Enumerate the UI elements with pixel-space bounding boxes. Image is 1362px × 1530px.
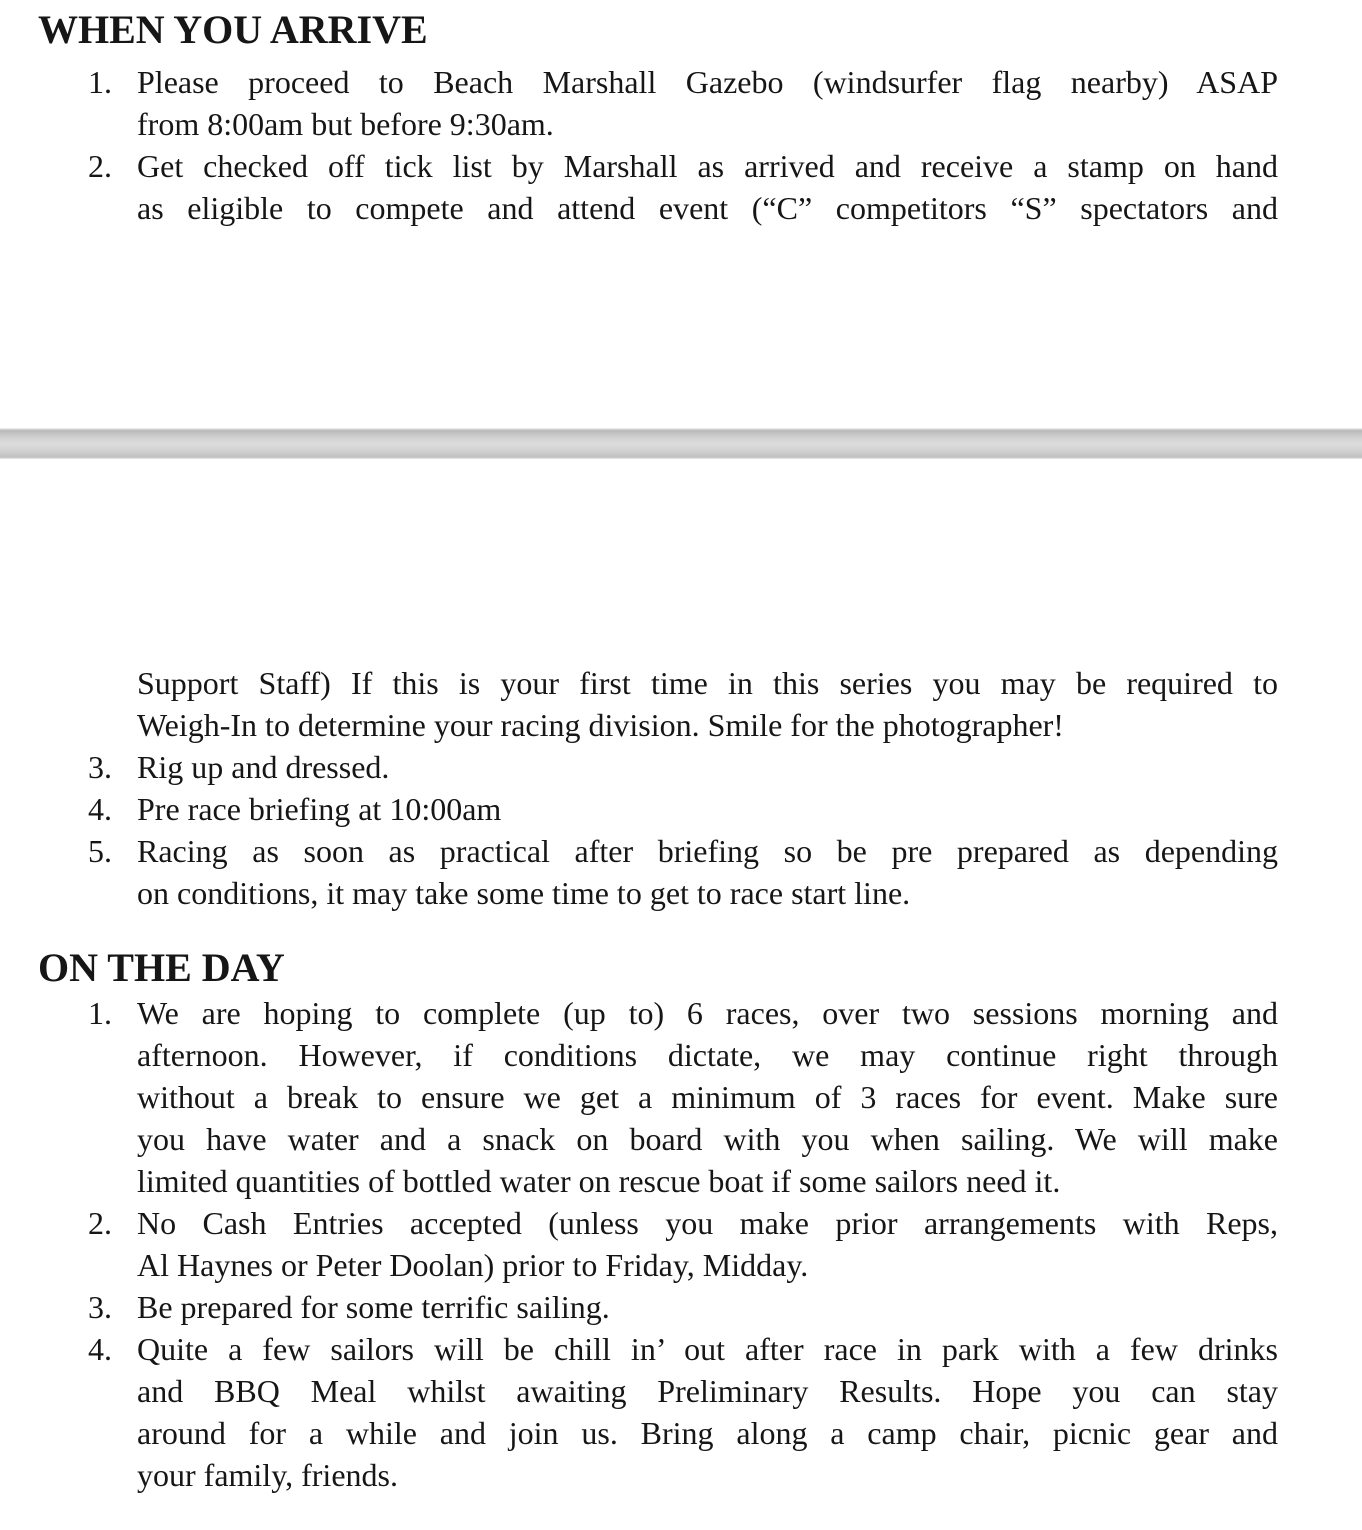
list-item-text bbox=[137, 746, 1278, 788]
text-line: Pre race briefing at 10:00am bbox=[137, 791, 502, 827]
text-line: from 8:00am but before 9:30am. bbox=[137, 106, 554, 142]
text-line: Quite a few sailors will be chill in’ out after race in park with a few drinks bbox=[137, 1331, 1278, 1367]
list-item bbox=[0, 746, 1362, 788]
list-item-number: 2. bbox=[88, 148, 112, 184]
list-item-number: 3. bbox=[88, 749, 112, 785]
text-line: your family, friends. bbox=[137, 1457, 398, 1493]
list-item bbox=[0, 145, 1362, 229]
text-line: Get checked off tick list by Marshall as arrived and receive a stamp on hand bbox=[137, 148, 1278, 184]
text-line: Be prepared for some terrific sailing. bbox=[137, 1289, 610, 1325]
text-line: and BBQ Meal whilst awaiting Preliminary Results. Hope you can stay bbox=[137, 1373, 1278, 1409]
text-line: Please proceed to Beach Marshall Gazebo (windsurfer flag nearby) ASAP bbox=[137, 64, 1278, 100]
text-line: as eligible to compete and attend event (“C” competitors “S” spectators and bbox=[137, 190, 1278, 226]
list-item-number: 1. bbox=[88, 64, 112, 100]
section-heading-when-you-arrive: WHEN YOU ARRIVE bbox=[38, 7, 428, 52]
list-item-number bbox=[88, 662, 137, 746]
list-item-number: 3. bbox=[88, 1289, 112, 1325]
text-line: Al Haynes or Peter Doolan) prior to Friday, Midday. bbox=[137, 1247, 809, 1283]
text-line: Rig up and dressed. bbox=[137, 749, 390, 785]
list-item-text bbox=[137, 662, 1278, 746]
page-top-margin bbox=[0, 459, 1362, 662]
when-you-arrive-list bbox=[0, 61, 1362, 229]
page-bottom-margin bbox=[0, 229, 1362, 428]
list-item-text bbox=[137, 61, 1278, 145]
list-item bbox=[0, 1328, 1362, 1496]
list-item-number: 4. bbox=[88, 1331, 112, 1367]
list-item bbox=[0, 61, 1362, 145]
text-line: around for a while and join us. Bring along a camp chair, picnic gear and bbox=[137, 1415, 1278, 1451]
list-item bbox=[0, 830, 1362, 914]
text-line: Racing as soon as practical after briefing so be pre prepared as depending bbox=[137, 833, 1278, 869]
list-item-number: 5. bbox=[88, 833, 112, 869]
list-item-continuation bbox=[0, 662, 1362, 746]
text-line: on conditions, it may take some time to get to race start line. bbox=[137, 875, 911, 911]
page-break-separator bbox=[0, 428, 1362, 459]
list-item-text bbox=[137, 788, 1278, 830]
on-the-day-list bbox=[0, 992, 1362, 1496]
text-line: We are hoping to complete (up to) 6 races, over two sessions morning and bbox=[137, 995, 1278, 1031]
list-item-text bbox=[137, 992, 1278, 1202]
text-line: No Cash Entries accepted (unless you make prior arrangements with Reps, bbox=[137, 1205, 1278, 1241]
list-item bbox=[0, 1202, 1362, 1286]
list-item-number: 4. bbox=[88, 791, 112, 827]
text-line: without a break to ensure we get a minimum of 3 races for event. Make sure bbox=[137, 1079, 1278, 1115]
when-you-arrive-list-continued bbox=[0, 662, 1362, 914]
text-line: Weigh-In to determine your racing division. Smile for the photographer! bbox=[137, 707, 1064, 743]
list-item bbox=[0, 992, 1362, 1202]
list-item-text bbox=[137, 145, 1278, 229]
list-item-text bbox=[137, 1202, 1278, 1286]
list-item-number: 1. bbox=[88, 995, 112, 1031]
text-line: limited quantities of bottled water on rescue boat if some sailors need it. bbox=[137, 1163, 1061, 1199]
text-line: afternoon. However, if conditions dictate, we may continue right through bbox=[137, 1037, 1278, 1073]
list-item-text bbox=[137, 1328, 1278, 1496]
list-item bbox=[0, 788, 1362, 830]
list-item-text bbox=[137, 830, 1278, 914]
section-heading-on-the-day: ON THE DAY bbox=[38, 945, 285, 990]
text-line: Support Staff) If this is your first time in this series you may be required to bbox=[137, 665, 1278, 701]
list-item-text bbox=[137, 1286, 1278, 1328]
list-item bbox=[0, 1286, 1362, 1328]
list-item-number: 2. bbox=[88, 1205, 112, 1241]
text-line: you have water and a snack on board with you when sailing. We will make bbox=[137, 1121, 1278, 1157]
